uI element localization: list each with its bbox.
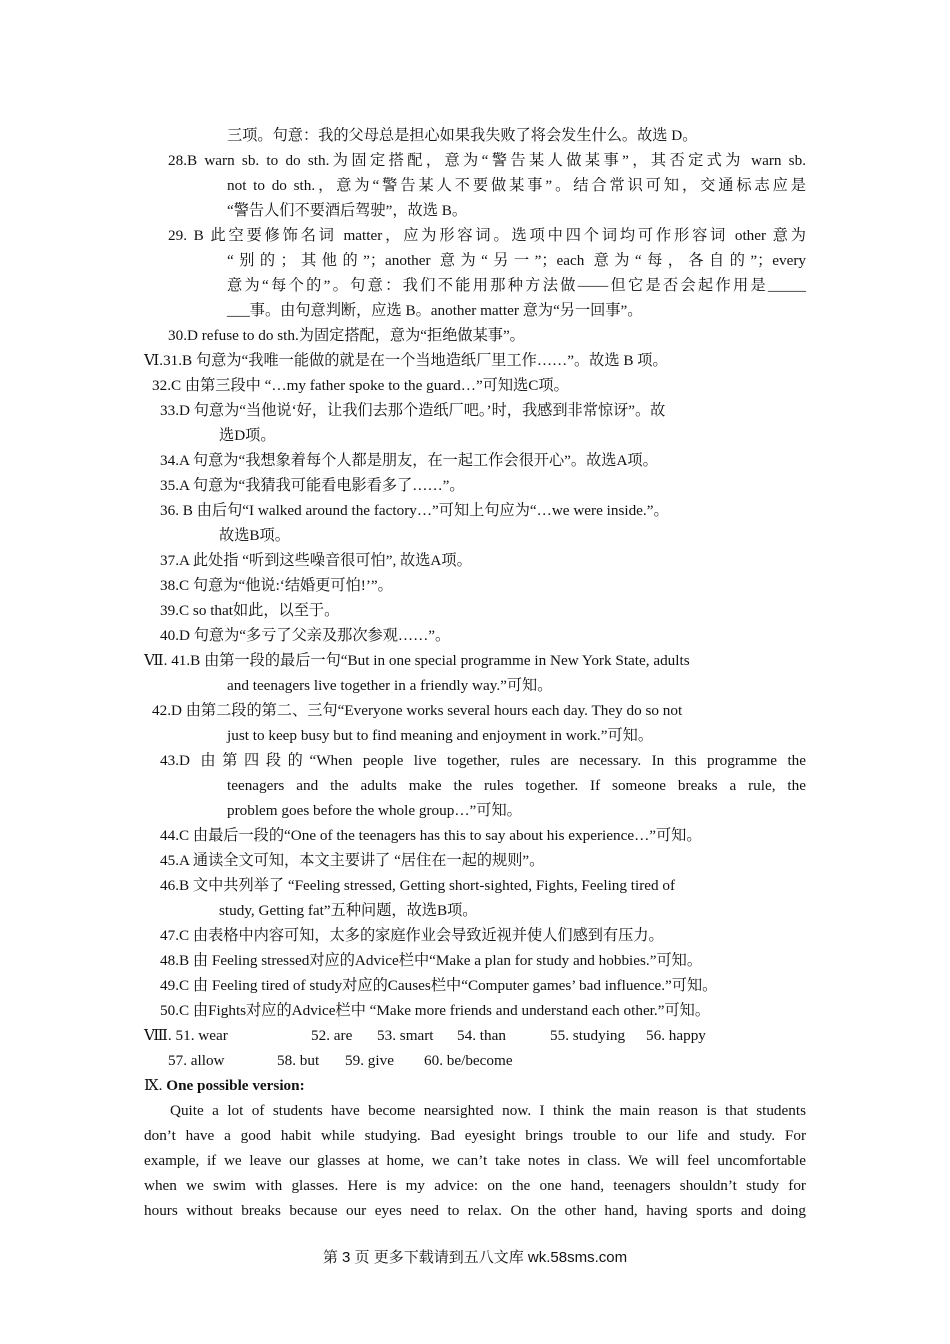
answer-line: 44.C 由最后一段的“One of the teenagers has this to say about his experience…”可知。 bbox=[160, 827, 702, 844]
blank-answer: 60. be/become bbox=[424, 1052, 513, 1069]
answer-line: 29. B 此空要修饰名词 matter，应为形容词。选项中四个词均可作形容词 other 意为 bbox=[168, 227, 806, 244]
answer-line: study, Getting fat”五种问题，故选B项。 bbox=[219, 902, 478, 919]
answer-line: 46.B 文中共列举了 “Feeling stressed, Getting short-sighted, Fights, Feeling tired of bbox=[160, 877, 676, 894]
essay-line: Quite a lot of students have become nearsighted now. I think the main reason is that students bbox=[170, 1102, 806, 1119]
answer-line: just to keep busy but to find meaning and enjoyment in work.”可知。 bbox=[227, 727, 654, 744]
answer-line: 50.C 由Fights对应的Advice栏中 “Make more friends and understand each other.”可知。 bbox=[160, 1002, 711, 1019]
blank-answer: Ⅷ. 51. wear bbox=[144, 1027, 228, 1044]
essay-line: hours without breaks because our eyes need to relax. On the other hand, having sports and doing bbox=[144, 1202, 806, 1219]
answer-line: 意为“每个的”。句意：我们不能用那种方法做——但它是否会起作用是_____ bbox=[227, 277, 806, 294]
blank-answer: 54. than bbox=[457, 1027, 506, 1044]
answer-line: problem goes before the whole group…”可知。 bbox=[227, 802, 522, 819]
answer-line: 35.A 句意为“我猜我可能看电影看多了……”。 bbox=[160, 477, 465, 494]
answer-line: 37.A 此处指 “听到这些噪音很可怕”, 故选A项。 bbox=[160, 552, 472, 569]
blank-answer: 59. give bbox=[345, 1052, 394, 1069]
answer-line: 43.D 由第四段的“When people live together, rules are necessary. In this programme the bbox=[160, 752, 806, 769]
blank-answer: 56. happy bbox=[646, 1027, 706, 1044]
answer-line: 42.D 由第二段的第二、三句“Everyone works several hours each day. They do so not bbox=[152, 702, 683, 719]
answer-line: ___事。由句意判断，应选 B。another matter 意为“另一回事”。 bbox=[227, 302, 643, 319]
answer-line: 49.C 由 Feeling tired of study对应的Causes栏中“Computer games’ bad influence.”可知。 bbox=[160, 977, 718, 994]
answer-line: not to do sth.，意为“警告某人不要做某事”。结合常识可知，交通标志应是 bbox=[227, 177, 806, 194]
section-vi-line: Ⅵ.31.B 句意为“我唯一能做的就是在一个当地造纸厂里工作……”。故选 B 项。 bbox=[144, 352, 668, 369]
answer-line: 48.B 由 Feeling stressed对应的Advice栏中“Make a plan for study and hobbies.”可知。 bbox=[160, 952, 703, 969]
answer-line: 38.C 句意为“他说:‘结婚更可怕!’”。 bbox=[160, 577, 393, 594]
answer-line: 33.D 句意为“当他说‘好，让我们去那个造纸厂吧。’时，我感到非常惊讶”。故 bbox=[160, 402, 666, 419]
answer-line: 47.C 由表格中内容可知，太多的家庭作业会导致近视并使人们感到有压力。 bbox=[160, 927, 664, 944]
blank-answer: 55. studying bbox=[550, 1027, 626, 1044]
section-title: One possible version: bbox=[166, 1077, 305, 1094]
blank-answer: 52. are bbox=[311, 1027, 353, 1044]
answer-line: teenagers and the adults make the rules together. If someone breaks a rule, the bbox=[227, 777, 806, 794]
answer-line: 28.B warn sb. to do sth.为固定搭配，意为“警告某人做某事”，其否定式为 warn sb. bbox=[168, 152, 806, 169]
essay-line: don’t have a good habit while studying. Bad eyesight brings trouble to our life and study. For bbox=[144, 1127, 806, 1144]
section-vii-line: Ⅶ. 41.B 由第一段的最后一句“But in one special programme in New York State, adults bbox=[144, 652, 690, 669]
page-footer: 第 3 页 更多下载请到五八文库 wk.58sms.com bbox=[322, 1249, 628, 1266]
answer-line: and teenagers live together in a friendly way.”可知。 bbox=[227, 677, 553, 694]
answer-line: 三项。句意：我的父母总是担心如果我失败了将会发生什么。故选 D。 bbox=[227, 127, 698, 144]
blank-answer: 53. smart bbox=[377, 1027, 434, 1044]
blank-answer: 58. but bbox=[277, 1052, 320, 1069]
answer-line: 故选B项。 bbox=[219, 527, 290, 544]
answer-line: 选D项。 bbox=[219, 427, 276, 444]
answer-line: 30.D refuse to do sth.为固定搭配，意为“拒绝做某事”。 bbox=[168, 327, 525, 344]
section-number: Ⅸ. bbox=[144, 1077, 163, 1094]
blank-answer: 57. allow bbox=[168, 1052, 225, 1069]
essay-line: when we swim with glasses. Here is my advice: on the one hand, teenagers shouldn’t study for bbox=[144, 1177, 806, 1194]
answer-line: 32.C 由第三段中 “…my father spoke to the guard…”可知选C项。 bbox=[152, 377, 569, 394]
answer-line: 45.A 通读全文可知，本文主要讲了 “居住在一起的规则”。 bbox=[160, 852, 545, 869]
answer-line: 39.C so that如此，以至于。 bbox=[160, 602, 340, 619]
answer-line: “警告人们不要酒后驾驶”，故选 B。 bbox=[227, 202, 468, 219]
answer-line: 36. B 由后句“I walked around the factory…”可知上句应为“…we were inside.”。 bbox=[160, 502, 669, 519]
answer-line: 40.D 句意为“多亏了父亲及那次参观……”。 bbox=[160, 627, 451, 644]
writing-heading bbox=[144, 1073, 305, 1098]
essay-line: example, if we leave our glasses at home, we can’t take notes in class. We will feel uncomfortable bbox=[144, 1152, 806, 1169]
answer-line: 34.A 句意为“我想象着每个人都是朋友，在一起工作会很开心”。故选A项。 bbox=[160, 452, 658, 469]
answer-line: “别的；其他的”；another 意为“另一”；each 意为“每，各自的”；every bbox=[227, 252, 806, 269]
